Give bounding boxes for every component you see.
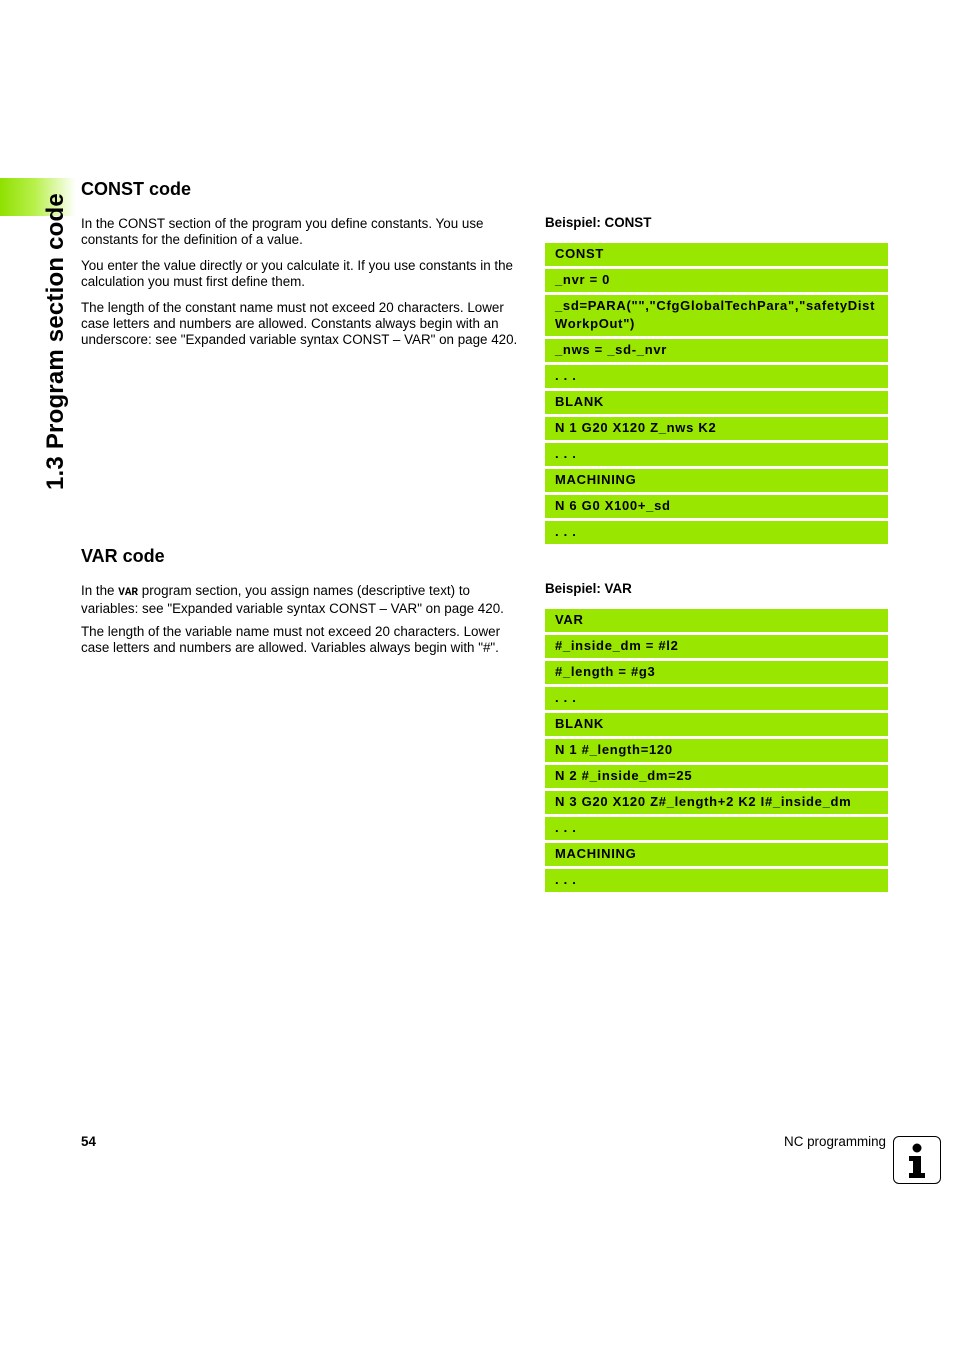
var-paragraph-1-suffix: program section, you assign names (descriptive text) to variables: see "Expanded variable syntax CONST – VAR" on page 420.: [81, 583, 504, 616]
code-line: . . .: [545, 817, 888, 840]
code-line: #_length = #g3: [545, 661, 888, 684]
code-line: BLANK: [545, 713, 888, 736]
code-line: MACHINING: [545, 843, 888, 866]
footer-chapter-name: NC programming: [784, 1134, 886, 1149]
code-line: . . .: [545, 443, 888, 466]
code-line: . . .: [545, 365, 888, 388]
page-number: 54: [81, 1134, 96, 1149]
code-line: . . .: [545, 521, 888, 544]
const-paragraph-1: In the CONST section of the program you define constants. You use constants for the definition of a value.: [81, 216, 484, 247]
var-paragraph-2: The length of the variable name must not exceed 20 characters. Lower case letters and numbers are allowed. Variables always begin with "#".: [81, 624, 501, 655]
code-line: _sd=PARA("","CfgGlobalTechPara","safetyDistWorkpOut"): [545, 295, 888, 336]
const-heading: CONST code: [81, 179, 192, 199]
code-line: N 2 #_inside_dm=25: [545, 765, 888, 788]
code-line: N 3 G20 X120 Z#_length+2 K2 I#_inside_dm: [545, 791, 888, 814]
var-paragraph-1-prefix: In the: [81, 583, 119, 598]
code-line: N 1 G20 X120 Z_nws K2: [545, 417, 888, 440]
var-inline-code: VAR: [118, 587, 139, 599]
code-line: _nws = _sd-_nvr: [545, 339, 888, 362]
var-code-table: [545, 609, 888, 895]
code-line: N 1 #_length=120: [545, 739, 888, 762]
code-line: VAR: [545, 609, 888, 632]
const-paragraph-3: The length of the constant name must not exceed 20 characters. Lower case letters and numbers are allowed. Constants always begin with an underscore: see "Expanded variable syntax CONST – VAR" on page 420.: [81, 300, 518, 347]
var-example-label: Beispiel: VAR: [545, 581, 632, 596]
code-line: BLANK: [545, 391, 888, 414]
info-icon: [893, 1136, 941, 1184]
code-line: _nvr = 0: [545, 269, 888, 292]
code-line: MACHINING: [545, 469, 888, 492]
var-heading: VAR code: [81, 546, 165, 566]
var-paragraph-1: [81, 583, 527, 617]
const-paragraph-2: You enter the value directly or you calculate it. If you use constants in the calculation you must first define them.: [81, 258, 513, 289]
code-line: . . .: [545, 869, 888, 892]
const-example-label: Beispiel: CONST: [545, 215, 652, 230]
chapter-side-title: 1.3 Program section code: [42, 193, 69, 490]
const-code-table: [545, 243, 888, 547]
code-line: CONST: [545, 243, 888, 266]
code-line: N 6 G0 X100+_sd: [545, 495, 888, 518]
code-line: #_inside_dm = #l2: [545, 635, 888, 658]
code-line: . . .: [545, 687, 888, 710]
